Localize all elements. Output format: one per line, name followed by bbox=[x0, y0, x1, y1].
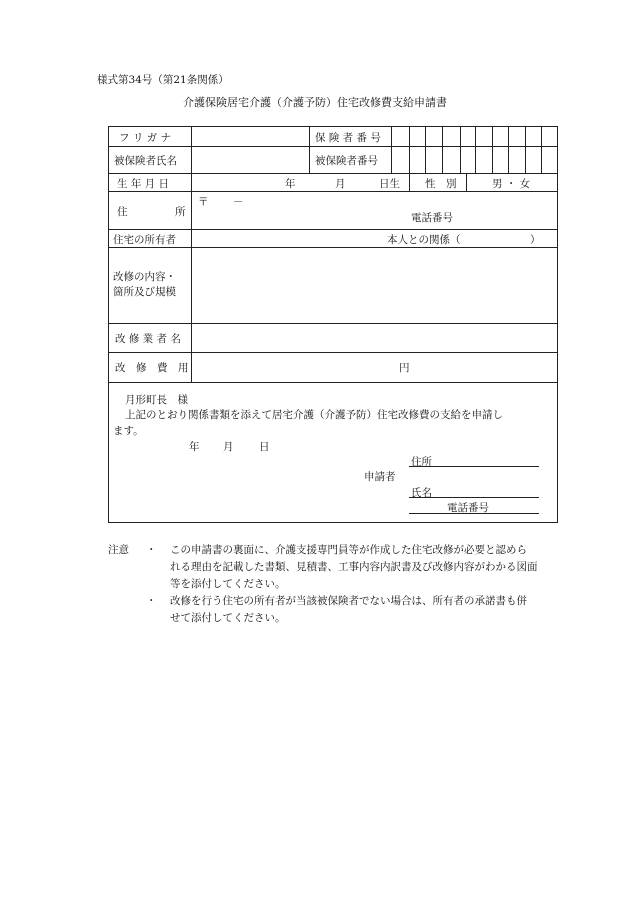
address-label-left: 住 bbox=[117, 206, 128, 218]
birth-month-unit: 月 bbox=[335, 178, 346, 190]
content-label-line1: 改修の内容・ bbox=[113, 271, 176, 283]
date-year: 年 bbox=[189, 441, 200, 453]
form-number: 様式第34号（第21条関係） bbox=[97, 74, 229, 86]
note-item bbox=[108, 542, 578, 593]
relation-close: ） bbox=[530, 234, 541, 246]
row-divider bbox=[109, 229, 557, 230]
digit-box-divider bbox=[508, 146, 509, 173]
date-day: 日 bbox=[259, 441, 270, 453]
note-bullet: ・ bbox=[146, 544, 157, 556]
cell-divider bbox=[309, 127, 310, 173]
digit-box-divider bbox=[475, 127, 476, 146]
note-line: せて添付してください。 bbox=[170, 612, 286, 624]
digit-box-divider bbox=[541, 127, 542, 146]
digit-box-divider bbox=[409, 127, 410, 173]
application-form-table bbox=[108, 126, 558, 523]
relation-label: 本人との関係（ bbox=[387, 234, 461, 246]
date-month: 月 bbox=[223, 441, 234, 453]
label-column-divider bbox=[191, 127, 192, 382]
applicant-label: 申請者 bbox=[364, 471, 396, 483]
row-divider bbox=[109, 323, 557, 324]
postal-mark: 〒 bbox=[198, 196, 209, 208]
digit-box-divider bbox=[475, 146, 476, 173]
digit-box-divider bbox=[508, 127, 509, 146]
insurer-number-label: 保 険 者 番 号 bbox=[315, 132, 381, 144]
cell-divider bbox=[391, 127, 392, 173]
birth-day-unit: 日生 bbox=[379, 178, 400, 190]
row-divider bbox=[109, 382, 557, 383]
digit-box-divider bbox=[460, 127, 461, 146]
content-label-line2: 箇所及び規模 bbox=[113, 286, 176, 298]
row-divider bbox=[109, 352, 557, 353]
row-divider bbox=[109, 247, 557, 248]
addressee: 月形町長 様 bbox=[125, 394, 188, 406]
applicant-phone-line bbox=[409, 513, 539, 514]
sex-options: 男 ・ 女 bbox=[492, 178, 531, 190]
furigana-label: フ リ ガ ナ bbox=[119, 132, 172, 144]
digit-box-divider bbox=[460, 146, 461, 173]
statement-line1: 上記のとおり関係書類を添えて居宅介護（介護予防）住宅改修費の支給を申請し bbox=[125, 409, 503, 421]
address-phone-label: 電話番号 bbox=[411, 212, 453, 224]
note-line: この申請書の裏面に、介護支援専門員等が作成した住宅改修が必要と認めら bbox=[170, 544, 527, 556]
cost-label: 改 修 費 用 bbox=[115, 362, 189, 374]
document-title: 介護保険居宅介護（介護予防）住宅改修費支給申請書 bbox=[183, 96, 447, 109]
insured-number-label: 被保険者番号 bbox=[315, 155, 378, 167]
birth-year-unit: 年 bbox=[285, 178, 296, 190]
note-line: れる理由を記載した書類、見積書、工事内容内訳書及び改修内容がわかる図面 bbox=[170, 561, 538, 573]
notes-section bbox=[108, 542, 578, 627]
row-divider bbox=[109, 173, 557, 174]
applicant-address-label: 住所 bbox=[411, 456, 432, 468]
note-item bbox=[108, 593, 578, 627]
digit-box-divider bbox=[442, 127, 443, 173]
applicant-name-label: 氏名 bbox=[411, 487, 432, 499]
row-divider bbox=[109, 146, 557, 147]
statement-line2: ます。 bbox=[113, 425, 144, 437]
birthdate-label: 生 年 月 日 bbox=[117, 178, 170, 190]
note-bullet: ・ bbox=[146, 595, 157, 607]
digit-box-divider bbox=[525, 146, 526, 173]
address-label-right: 所 bbox=[175, 206, 186, 218]
contractor-label: 改 修 業 者 名 bbox=[115, 333, 181, 345]
digit-box-divider bbox=[525, 127, 526, 146]
cell-divider bbox=[466, 173, 467, 191]
applicant-address-line bbox=[409, 466, 539, 467]
applicant-name-line bbox=[409, 497, 539, 498]
note-line: 等を添付してください。 bbox=[170, 578, 286, 590]
digit-box-divider bbox=[492, 146, 493, 173]
postal-dash: － bbox=[233, 196, 244, 208]
digit-box-divider bbox=[541, 146, 542, 173]
insured-name-label: 被保険者氏名 bbox=[114, 155, 177, 167]
cost-unit: 円 bbox=[399, 362, 410, 374]
note-line: 改修を行う住宅の所有者が当該被保険者でない場合は、所有者の承諾書も併 bbox=[170, 595, 527, 607]
cell-divider bbox=[409, 173, 410, 191]
applicant-phone-label: 電話番号 bbox=[447, 502, 489, 514]
owner-label: 住宅の所有者 bbox=[113, 234, 176, 246]
notes-label: 注意 bbox=[108, 544, 129, 556]
sex-label: 性 別 bbox=[425, 178, 457, 190]
row-divider bbox=[109, 191, 557, 192]
digit-box-divider bbox=[492, 127, 493, 146]
digit-box-divider bbox=[425, 127, 426, 173]
